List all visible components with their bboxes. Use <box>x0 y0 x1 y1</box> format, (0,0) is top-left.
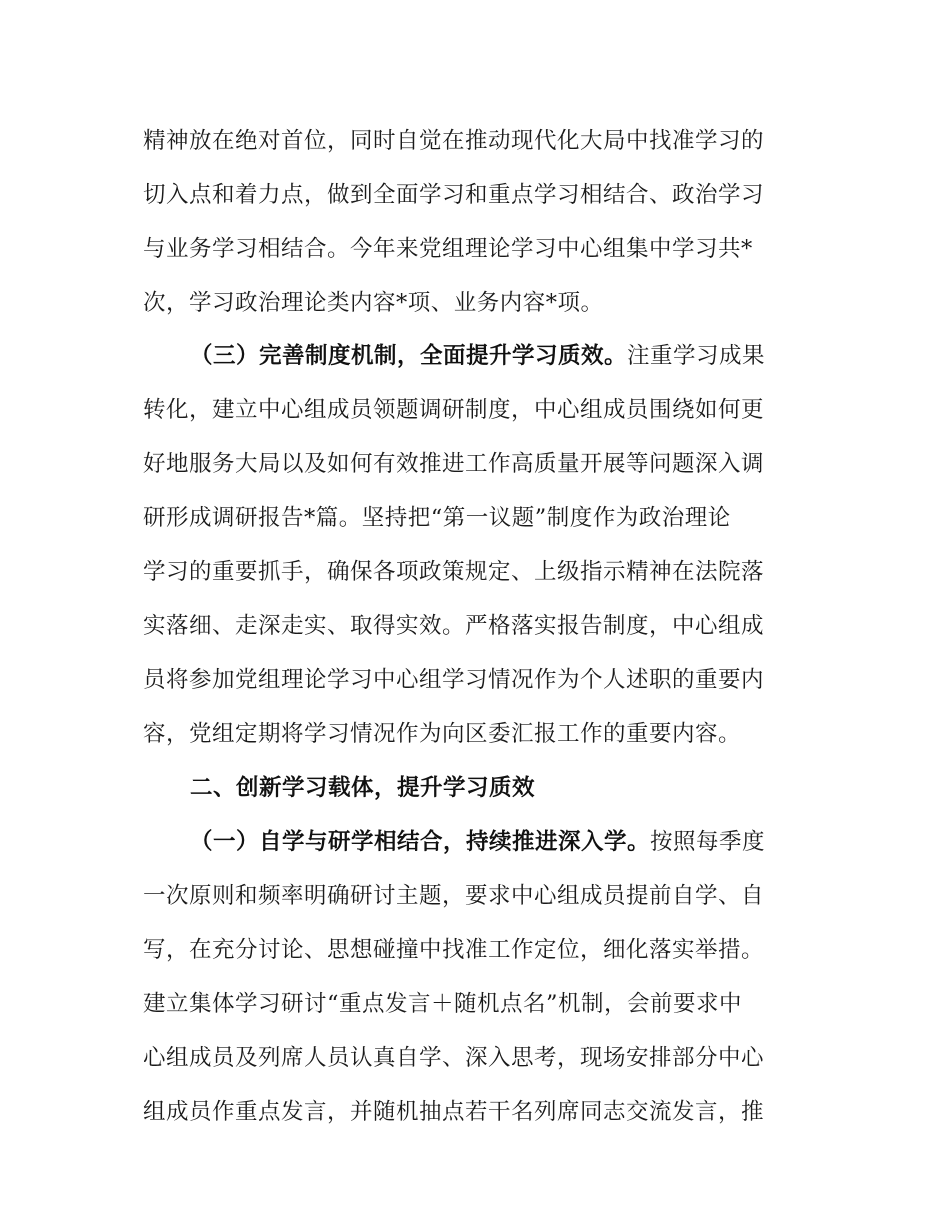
paragraph-2-first-line-text: 注重学习成果 <box>627 343 766 369</box>
paragraph-2-line-7: 员将参加党组理论学习中心组学习情况作为个人述职的重要内 <box>143 667 765 693</box>
paragraph-3-line-1 <box>190 822 870 862</box>
paragraph-3-line-6: 组成员作重点发言，并随机抽点若干名列席同志交流发言，推 <box>143 1099 765 1125</box>
paragraph-1-line-2: 切入点和着力点，做到全面学习和重点学习相结合、政治学习 <box>143 182 765 208</box>
paragraph-3-line-4: 建立集体学习研讨“重点发言＋随机点名”机制，会前要求中 <box>143 991 743 1017</box>
paragraph-2-line-1 <box>190 336 870 376</box>
paragraph-2-line-8: 容，党组定期将学习情况作为向区委汇报工作的重要内容。 <box>143 721 742 747</box>
paragraph-3-lead-heading: （一）自学与研学相结合，持续推进深入学。 <box>190 829 651 855</box>
paragraph-2-line-5: 学习的重要抓手，确保各项政策规定、上级指示精神在法院落 <box>143 559 765 585</box>
paragraph-2-lead-heading: （三）完善制度机制，全面提升学习质效。 <box>190 343 628 369</box>
paragraph-1-line-4: 次，学习政治理论类内容*项、业务内容*项。 <box>143 290 604 316</box>
paragraph-2-line-2: 转化，建立中心组成员领题调研制度，中心组成员围绕如何更 <box>143 397 765 423</box>
paragraph-3-line-3: 写，在充分讨论、思想碰撞中找准工作定位，细化落实举措。 <box>143 937 765 963</box>
paragraph-2-line-6: 实落细、走深走实、取得实效。严格落实报告制度，中心组成 <box>143 613 765 639</box>
paragraph-1-line-3: 与业务学习相结合。今年来党组理论学习中心组集中学习共* <box>143 236 753 262</box>
paragraph-3-first-line-text: 按照每季度 <box>650 829 766 855</box>
section-heading: 二、创新学习载体，提升学习质效 <box>190 775 536 801</box>
paragraph-3-line-5: 心组成员及列席人员认真自学、深入思考，现场安排部分中心 <box>143 1045 765 1071</box>
paragraph-1-line-1: 精神放在绝对首位，同时自觉在推动现代化大局中找准学习的 <box>143 128 765 154</box>
paragraph-3-line-2: 一次原则和频率明确研讨主题，要求中心组成员提前自学、自 <box>143 883 765 909</box>
paragraph-2-line-4: 研形成调研报告*篇。坚持把“第一议题”制度作为政治理论 <box>143 505 731 531</box>
paragraph-2-line-3: 好地服务大局以及如何有效推进工作高质量开展等问题深入调 <box>143 451 765 477</box>
